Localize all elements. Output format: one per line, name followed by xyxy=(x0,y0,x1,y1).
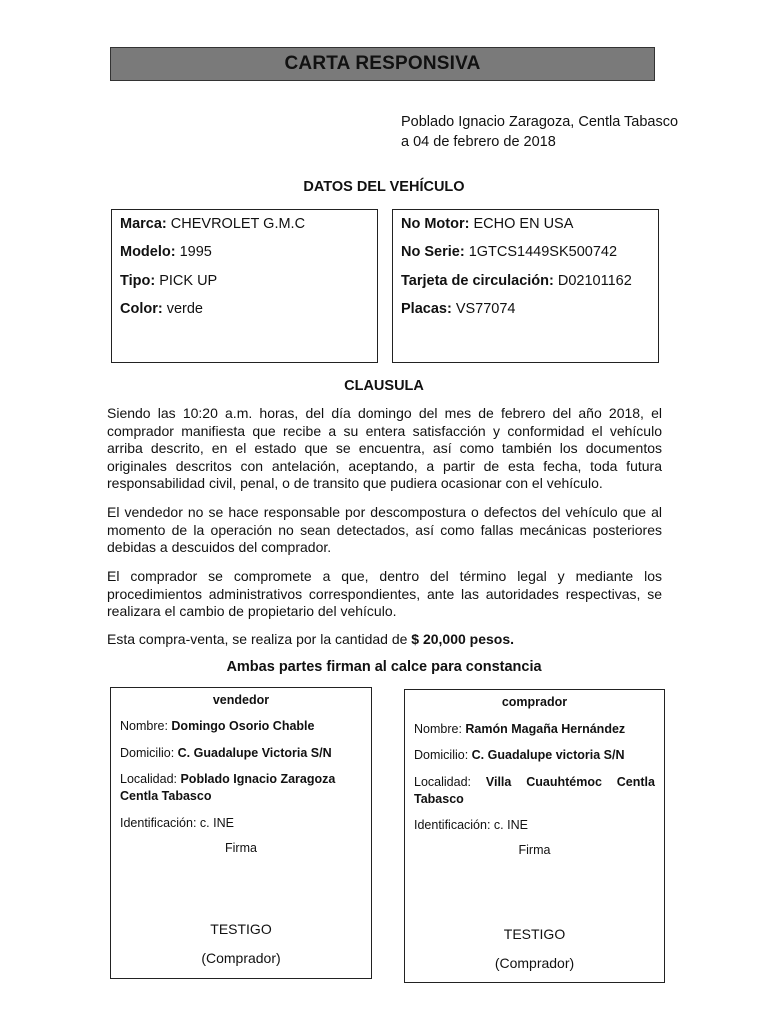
field-value: verde xyxy=(166,301,203,318)
buyer-locality xyxy=(414,774,655,808)
price-amount: $ 20,000 pesos. xyxy=(411,631,515,647)
field-label: No Serie: xyxy=(401,244,465,261)
buyer-address xyxy=(414,747,655,764)
address-value: C. Guadalupe Victoria S/N xyxy=(177,746,332,760)
field-label: Tarjeta de circulación: xyxy=(401,272,554,289)
address-label: Domicilio: xyxy=(120,746,178,760)
locality-label: Localidad: xyxy=(414,775,486,789)
clause-body-3 xyxy=(107,568,662,621)
vehicle-section-title: DATOS DEL VEHÍCULO xyxy=(303,179,465,195)
place-line: Poblado Ignacio Zaragoza, Centla Tabasco xyxy=(401,114,679,130)
locality-value: Poblado Ignacio Zaragoza Centla Tabasco xyxy=(120,772,336,803)
field-value: 1GTCS1449SK500742 xyxy=(468,244,618,261)
name-value: Ramón Magaña Hernández xyxy=(465,722,626,736)
field-label: No Motor: xyxy=(401,216,470,232)
clause-body-2 xyxy=(107,504,662,557)
vehicle-field-marca xyxy=(120,214,369,242)
vehicle-field-serie xyxy=(401,242,650,270)
name-label: Nombre: xyxy=(414,722,466,736)
buyer-witness-role: (Comprador) xyxy=(494,955,575,971)
buyer-name xyxy=(414,721,655,738)
clause-paragraph-3: El comprador se compromete a que, dentro del término legal y mediante los procedimientos administrativos correspondientes, ante las autoridades respectivas, se realizara el cambio de propietario del vehículo. xyxy=(107,568,662,620)
field-label: Marca: xyxy=(120,216,167,232)
locality-label: Localidad: xyxy=(120,772,181,786)
vehicle-left-box xyxy=(111,209,378,363)
buyer-witness: TESTIGO xyxy=(503,926,566,942)
seller-heading: vendedor xyxy=(212,693,270,707)
seller-box xyxy=(110,687,372,979)
locality-value: Villa Cuauhtémoc Centla Tabasco xyxy=(414,775,655,806)
clause-body xyxy=(107,405,662,493)
buyer-signature-label: Firma xyxy=(518,843,551,857)
address-value: C. Guadalupe victoria S/N xyxy=(471,748,625,762)
field-value: 1995 xyxy=(179,244,212,261)
name-value: Domingo Osorio Chable xyxy=(171,719,315,733)
field-label: Tipo: xyxy=(120,272,156,289)
seller-signature-label: Firma xyxy=(225,841,257,855)
field-value: D02101162 xyxy=(557,272,632,289)
seller-locality xyxy=(120,771,362,805)
clause-paragraph-2: El vendedor no se hace responsable por descompostura o defectos del vehículo que al momento de la operación no sean detectados, así como fallas mecánicas posteriores debidas a descuidos del comprador. xyxy=(107,504,662,556)
clause-paragraph-4 xyxy=(107,631,662,649)
place-date xyxy=(401,112,678,152)
document-title: CARTA RESPONSIVA xyxy=(110,47,655,81)
field-value: ECHO EN USA xyxy=(473,216,574,232)
clause-paragraph-1: Siendo las 10:20 a.m. horas, del día domingo del mes de febrero del año 2018, el comprador manifiesta que recibe a su entera satisfacción y conformidad el vehículo arriba descrito, en el estado que se encuentra, así como también los documentos originales descritos con antelación, aceptando, a partir de esta fecha, toda futura responsabilidad civil, penal, o de transito que pudiera ocasionar con el vehículo. xyxy=(107,405,662,492)
vehicle-field-modelo xyxy=(120,242,369,270)
buyer-box xyxy=(404,689,665,983)
name-label: Nombre: xyxy=(120,719,172,733)
seller-name xyxy=(120,718,362,735)
address-label: Domicilio: xyxy=(414,748,472,762)
price-text: Esta compra-venta, se realiza por la cantidad de xyxy=(107,631,412,647)
seller-witness-role: (Comprador) xyxy=(201,950,281,966)
field-value: CHEVROLET G.M.C xyxy=(170,216,306,232)
seller-address xyxy=(120,745,362,762)
field-label: Placas: xyxy=(401,301,452,318)
vehicle-field-tipo xyxy=(120,271,369,299)
clause-body-4 xyxy=(107,631,662,649)
buyer-identification: Identificación: c. INE xyxy=(414,818,528,832)
seller-witness: TESTIGO xyxy=(210,921,272,937)
signatures-title: Ambas partes firman al calce para constancia xyxy=(226,659,542,675)
vehicle-field-color xyxy=(120,299,369,327)
vehicle-right-box xyxy=(392,209,659,363)
vehicle-field-motor xyxy=(401,214,650,242)
vehicle-field-tarjeta xyxy=(401,271,650,299)
field-value: VS77074 xyxy=(455,301,516,318)
clause-title: CLAUSULA xyxy=(344,378,424,394)
seller-identification: Identificación: c. INE xyxy=(120,816,234,830)
buyer-heading: comprador xyxy=(501,695,568,709)
vehicle-field-placas xyxy=(401,299,650,327)
field-value: PICK UP xyxy=(159,272,218,289)
field-label: Modelo: xyxy=(120,244,176,261)
field-label: Color: xyxy=(120,301,163,318)
date-line: a 04 de febrero de 2018 xyxy=(401,134,556,150)
